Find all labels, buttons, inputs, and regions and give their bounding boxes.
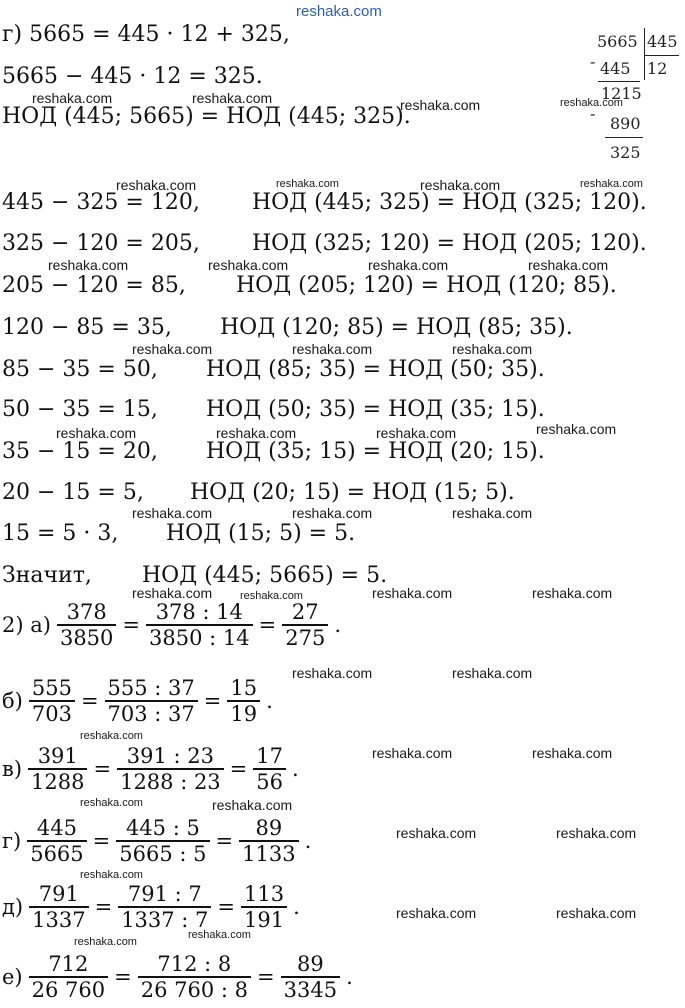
watermark[interactable]: reshaka.com [292,341,373,357]
row-label: г) [2,829,22,853]
watermark[interactable]: reshaka.com [452,665,533,681]
ld-line [598,81,640,82]
equation-line: 5665 − 445 · 12 = 325. [2,64,263,89]
row-label: 2) а) [2,613,51,637]
denominator: 3850 [59,626,114,650]
step-left: 85 − 35 = 50, [2,357,158,382]
step-left: 20 − 15 = 5, [2,480,144,505]
watermark[interactable]: reshaka.com [580,178,643,190]
numerator: 445 : 5 [116,816,209,842]
numerator: 113 [241,882,287,908]
step-right: НОД (15; 5) = 5. [166,521,356,546]
fraction [117,744,224,794]
equals-sign: = [229,757,248,781]
fraction-row [2,600,345,650]
watermark[interactable]: reshaka.com [48,257,129,273]
numerator: 89 [239,816,298,842]
denominator: 703 [31,702,72,726]
step-left: 445 − 325 = 120, [2,190,200,215]
period: . [334,613,341,637]
ld-rem2: 325 [610,143,641,162]
fraction [227,676,260,726]
fraction [146,600,253,650]
watermark[interactable]: reshaka.com [192,90,273,106]
watermark[interactable]: reshaka.com [208,257,289,273]
watermark[interactable]: reshaka.com [536,421,617,437]
watermark[interactable]: reshaka.com [372,585,453,601]
ld-divisor: 445 [647,32,678,51]
conclusion-left: Значит, [2,563,92,588]
numerator: 445 [27,816,86,842]
watermark[interactable]: reshaka.com [80,869,143,881]
watermark[interactable]: reshaka.com [532,585,613,601]
watermark[interactable]: reshaka.com [292,505,373,521]
watermark[interactable]: reshaka.com [528,257,609,273]
denominator: 275 [285,626,326,650]
step-left: 325 − 120 = 205, [2,231,200,256]
denominator: 19 [230,702,258,726]
numerator: 17 [253,744,286,770]
watermark[interactable]: reshaka.com [400,97,481,113]
row-label: д) [2,895,24,919]
equals-sign: = [203,689,222,713]
period: . [293,895,300,919]
step-right: НОД (120; 85) = НОД (85; 35). [220,315,573,340]
watermark[interactable]: reshaka.com [452,505,533,521]
step-right: НОД (85; 35) = НОД (50; 35). [206,357,545,382]
numerator: 27 [282,600,328,626]
watermark[interactable]: reshaka.com [212,797,293,813]
fraction-row [2,882,304,932]
numerator: 555 [29,676,75,702]
equation-line: НОД (445; 5665) = НОД (445; 325). [2,104,411,129]
watermark[interactable]: reshaka.com [368,257,449,273]
fraction-row [2,816,315,866]
step-left: 205 − 120 = 85, [2,273,186,298]
equals-sign: = [217,895,236,919]
watermark[interactable]: reshaka.com [452,341,533,357]
watermark[interactable]: reshaka.com [556,905,637,921]
step-right: НОД (325; 120) = НОД (205; 120). [252,231,647,256]
numerator: 712 : 8 [138,952,251,978]
step-right: НОД (50; 35) = НОД (35; 15). [206,397,545,422]
fraction [28,744,87,794]
row-label: в) [2,757,23,781]
denominator: 1337 [32,908,86,932]
watermark[interactable]: reshaka.com [216,425,297,441]
fraction [253,744,286,794]
equals-sign: = [94,895,113,919]
watermark[interactable]: reshaka.com [74,936,137,948]
step-right: НОД (205; 120) = НОД (120; 85). [236,273,617,298]
fraction [116,816,209,866]
denominator: 703 : 37 [107,702,195,726]
step-right: НОД (20; 15) = НОД (15; 5). [190,480,515,505]
equals-sign: = [215,829,234,853]
fraction [138,952,251,1002]
step-right: НОД (35; 15) = НОД (20; 15). [206,439,545,464]
equals-sign: = [257,965,275,989]
fraction-row [2,676,277,726]
equals-sign: = [122,613,141,637]
denominator: 3850 : 14 [149,626,250,650]
row-label: б) [2,689,23,713]
period: . [266,689,273,713]
denominator: 3345 [283,978,338,1002]
fraction [105,676,198,726]
ld-quotient-line [645,55,679,56]
step-left: 120 − 85 = 35, [2,315,172,340]
ld-quotient: 12 [647,59,668,78]
watermark[interactable]: reshaka.com [396,905,477,921]
watermark-top[interactable]: reshaka.com [296,3,382,20]
numerator: 89 [281,952,340,978]
watermark[interactable]: reshaka.com [132,505,213,521]
watermark[interactable]: reshaka.com [292,665,373,681]
watermark[interactable]: reshaka.com [240,590,303,602]
denominator: 1288 : 23 [120,770,221,794]
watermark[interactable]: reshaka.com [372,745,453,761]
watermark[interactable]: reshaka.com [560,97,623,109]
fraction [241,882,287,932]
ld-dividend: 5665 [597,32,638,51]
numerator: 555 : 37 [105,676,198,702]
numerator: 391 [28,744,87,770]
ld-rem1: 1215 [601,84,642,103]
equals-sign: = [80,689,99,713]
fraction [57,600,116,650]
equals-sign: = [258,613,277,637]
denominator: 1288 [31,770,85,794]
denominator: 1133 [242,842,296,866]
ld-minus: - [590,104,596,123]
numerator: 378 [57,600,116,626]
watermark[interactable]: reshaka.com [116,177,197,193]
watermark[interactable]: reshaka.com [420,177,501,193]
fraction-row [2,952,357,1002]
numerator: 391 : 23 [117,744,224,770]
equals-sign: = [93,757,112,781]
denominator: 26 760 : 8 [140,978,248,1002]
fraction [282,600,328,650]
fraction [27,816,86,866]
period: . [304,829,312,853]
ld-sub2: 890 [610,114,641,133]
numerator: 15 [227,676,260,702]
watermark[interactable]: reshaka.com [32,90,113,106]
equals-sign: = [114,965,132,989]
watermark[interactable]: reshaka.com [80,730,143,742]
fraction [29,882,88,932]
ld-sub1: 445 [600,59,631,78]
equation-line: г) 5665 = 445 · 12 + 325, [2,22,290,47]
denominator: 26 760 [31,978,106,1002]
numerator: 791 : 7 [118,882,211,908]
numerator: 378 : 14 [146,600,253,626]
numerator: 791 [29,882,88,908]
numerator: 712 [29,952,108,978]
period: . [292,757,299,781]
watermark[interactable]: reshaka.com [56,425,137,441]
ld-minus: - [590,52,596,71]
ld-line [605,137,643,138]
watermark[interactable]: reshaka.com [132,585,213,601]
step-left: 15 = 5 · 3, [2,521,119,546]
fraction [118,882,211,932]
watermark[interactable]: reshaka.com [396,825,477,841]
denominator: 5665 : 5 [119,842,207,866]
watermark[interactable]: reshaka.com [556,825,637,841]
watermark[interactable]: reshaka.com [376,425,457,441]
watermark[interactable]: reshaka.com [276,178,339,190]
watermark[interactable]: reshaka.com [532,745,613,761]
ld-vertical-line [644,28,645,80]
fraction [281,952,340,1002]
fraction [239,816,298,866]
step-left: 35 − 15 = 20, [2,439,158,464]
step-left: 50 − 35 = 15, [2,397,158,422]
conclusion-right: НОД (445; 5665) = 5. [142,563,388,588]
watermark[interactable]: reshaka.com [132,341,213,357]
row-label: е) [2,965,23,989]
period: . [346,965,353,989]
equals-sign: = [92,829,111,853]
step-right: НОД (445; 325) = НОД (325; 120). [252,190,647,215]
denominator: 191 [244,908,285,932]
watermark[interactable]: reshaka.com [80,797,143,809]
fraction [29,952,108,1002]
denominator: 5665 [30,842,84,866]
watermark[interactable]: reshaka.com [188,929,251,941]
denominator: 1337 : 7 [121,908,209,932]
denominator: 56 [256,770,284,794]
fraction-row [2,744,303,794]
fraction [29,676,75,726]
